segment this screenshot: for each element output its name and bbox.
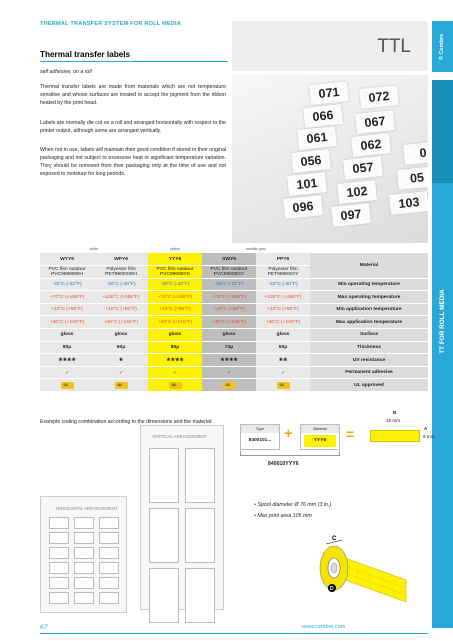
photo-label: 101 (287, 172, 327, 196)
footer-divider (40, 633, 428, 634)
vertical-label-cell (185, 448, 215, 503)
spec-cell: -30°C (-22°F) (202, 278, 256, 291)
intro-paragraph-1: Thermal transfer labels are made from materials which are not temperature sensitive and whose surfaces are treated to accept the pigment from the ribbon heated by the print head. (40, 84, 226, 106)
photo-label: 103 (389, 191, 428, 215)
combination-result: 840010YYY6 (268, 461, 299, 467)
spec-cell: ★★ (256, 354, 310, 367)
spec-cell: +40°C (+140°F) (148, 316, 202, 329)
code-cell: WYY6 (40, 253, 94, 266)
spec-cell: +130°C (+266°F) (256, 291, 310, 304)
horizontal-label-cell (99, 547, 119, 559)
material-head: Material (301, 425, 339, 433)
page-title: Thermal transfer labels (40, 50, 131, 59)
material-cell: PVC film outdoor PVC99008GY (202, 266, 256, 279)
roll-d-label: D (330, 586, 334, 592)
color-group-yellow: yellow (170, 247, 180, 251)
spec-row (40, 316, 428, 329)
spec-row-label: UV resistance (310, 354, 428, 367)
code-cell: PPY6 (256, 253, 310, 266)
spec-row (40, 303, 428, 316)
spec-cell: +10°C (+50°F) (256, 303, 310, 316)
spec-cell: 80μ (40, 341, 94, 354)
sample-label (370, 430, 420, 442)
horizontal-label-cell (99, 562, 119, 574)
photo-label: 05 (397, 166, 428, 190)
horizontal-label-cell (49, 562, 69, 574)
spec-cell: -30°C (-22°F) (40, 278, 94, 291)
horizontal-label-cell (99, 517, 119, 529)
vertical-arrangement-caption: VERTICAL ARRANGEMENT (152, 434, 208, 439)
vertical-label-cell (149, 448, 179, 503)
type-head: Type (241, 425, 279, 433)
spec-cell: ★★★★ (148, 354, 202, 367)
spec-cell: ★★★★ (40, 354, 94, 367)
horizontal-arrangement-caption: HORIZONTAL ARRANGEMENT (56, 506, 118, 511)
spec-cell: ✓ (148, 366, 202, 379)
code-cell: SWY6 (202, 253, 256, 266)
spec-row-label: Min operating temperature (310, 278, 428, 291)
side-nav-label[interactable]: TT FOR ROLL MEDIA (439, 288, 446, 354)
photo-label: 102 (337, 180, 377, 204)
photo-label: 0 (403, 141, 428, 165)
spec-cell: -40°C (-40°F) (94, 278, 148, 291)
type-box (240, 424, 280, 450)
ul-approved-icon (169, 382, 182, 389)
vertical-arrangement-card (140, 425, 224, 610)
title-divider (40, 61, 228, 62)
spec-row-label: Surface (310, 329, 428, 342)
spec-cell: +10°C (+50°F) (148, 303, 202, 316)
example-text: Example coding combination according to the dimensions and the material: (40, 419, 213, 425)
material-cell: Polyester film PET9900SWH (94, 266, 148, 279)
spec-row-label: Min application temperature (310, 303, 428, 316)
dimension-b: B (393, 410, 397, 415)
combination-bracket (240, 451, 340, 456)
spec-cell: gloss (256, 329, 310, 342)
spec-cell: 73μ (202, 341, 256, 354)
intro-subtitle: self adhesive, on a roll (40, 69, 92, 75)
spec-row-label: Thickness (310, 341, 428, 354)
vertical-label-cell (149, 568, 179, 623)
photo-label: 096 (283, 195, 323, 219)
horizontal-label-cell (99, 592, 119, 604)
intro-paragraph-3: When not in use, labels will maintain their good condition if stored in their original packaging and not subject to excessive heat or significant temperature variation. They should be removed from their packaging only at the time of use and not exposed to moisture for long periods. (40, 147, 226, 177)
spec-cell: +10°C (+50°F) (202, 303, 256, 316)
photo-label: 056 (291, 149, 331, 173)
max-print-area: • Max print area 105 mm (254, 511, 331, 522)
spec-row (40, 291, 428, 304)
dimension-b-value: 15 mm (386, 418, 401, 423)
page-number: 67 (40, 624, 48, 631)
spec-row-label: Max operating temperature (310, 291, 428, 304)
material-header: Material (310, 253, 428, 278)
spec-cell: -40°C (-40°F) (256, 278, 310, 291)
website-link[interactable]: www.cembre.com (302, 624, 346, 630)
vertical-label-cell (185, 568, 215, 623)
ul-approved-icon (277, 382, 290, 389)
code-row (40, 253, 428, 266)
horizontal-arrangement-card (40, 496, 127, 613)
spec-table (40, 247, 428, 392)
equals-icon: = (346, 426, 355, 442)
material-cell: Polyester film PET9900SGY (256, 266, 310, 279)
ul-approved-icon (61, 382, 74, 389)
spec-cell: 50μ (94, 341, 148, 354)
spec-cell: +70°C (+158°F) (40, 291, 94, 304)
labels-photo (232, 75, 428, 243)
vertical-label-cell (149, 508, 179, 563)
photo-label: 072 (359, 85, 399, 109)
photo-label: 066 (303, 104, 343, 128)
spec-cell: +40°C (+140°F) (202, 316, 256, 329)
material-box (300, 424, 340, 450)
horizontal-label-cell (99, 532, 119, 544)
photo-label: 062 (351, 133, 391, 157)
spec-cell (40, 379, 94, 392)
spec-cell: +40°C (+140°F) (256, 316, 310, 329)
dimension-a-value: 6 mm (423, 434, 435, 439)
spec-cell: +40°C (+140°F) (94, 316, 148, 329)
spec-cell: +40°C (+140°F) (40, 316, 94, 329)
side-nav-top-block (432, 80, 453, 183)
spec-cell: ★ (94, 354, 148, 367)
spec-cell: +10°C (+50°F) (94, 303, 148, 316)
spec-cell (148, 379, 202, 392)
spec-cell: +70°C (+158°F) (202, 291, 256, 304)
type-value: 8400101... (248, 438, 272, 443)
photo-label: 097 (331, 203, 371, 227)
spec-cell: ✓ (202, 366, 256, 379)
horizontal-label-cell (74, 562, 94, 574)
spec-row-label: UL approved (310, 379, 428, 392)
dimension-a: A (424, 426, 428, 431)
spec-row-label: Permanent adhesive (310, 366, 428, 379)
side-nav-gap (432, 72, 453, 80)
horizontal-label-cell (74, 592, 94, 604)
horizontal-label-cell (49, 592, 69, 604)
brand-logo: © Cembre (439, 33, 446, 61)
horizontal-label-cell (49, 577, 69, 589)
spec-row (40, 329, 428, 342)
vertical-label-cell (185, 508, 215, 563)
horizontal-label-cell (49, 547, 69, 559)
intro-paragraph-2: Labels are normally die cut on a roll and arranged horizontally with respect to the printer output, although some are arranged vertically. (40, 120, 226, 134)
spool-specs (254, 500, 331, 522)
horizontal-label-cell (74, 532, 94, 544)
spool-diameter: • Spool diameter Ø 76 mm (3 in.) (254, 500, 331, 511)
code-cell: YYY6 (148, 253, 202, 266)
color-group-white: white (89, 247, 99, 251)
spec-cell: +70°C (+158°F) (148, 291, 202, 304)
spec-cell (202, 379, 256, 392)
product-code: TTL (377, 36, 411, 57)
plus-icon: + (284, 425, 293, 442)
horizontal-label-cell (74, 517, 94, 529)
spec-cell: gloss (94, 329, 148, 342)
spec-cell (94, 379, 148, 392)
spec-row (40, 278, 428, 291)
ul-approved-icon (115, 382, 128, 389)
spec-cell: 80μ (148, 341, 202, 354)
photo-label: 067 (355, 110, 395, 134)
spec-cell: ✓ (256, 366, 310, 379)
spec-cell: -30°C (-22°F) (148, 278, 202, 291)
color-group-grey: metallic grey (245, 247, 267, 251)
ul-approved-icon (223, 382, 236, 389)
spec-cell: ✓ (94, 366, 148, 379)
material-cell: PVC film outdoor PVC99008WH (40, 266, 94, 279)
spec-cell: gloss (148, 329, 202, 342)
spec-row (40, 341, 428, 354)
material-value: YYY6 (304, 435, 336, 447)
roll-c-label: C (332, 536, 337, 542)
spec-cell: gloss (202, 329, 256, 342)
photo-label: 057 (343, 156, 383, 180)
spec-row-label: Max application temperature (310, 316, 428, 329)
spec-cell: 50μ (256, 341, 310, 354)
spec-row (40, 354, 428, 367)
spec-cell: +10°C (+50°F) (40, 303, 94, 316)
photo-label: 071 (309, 81, 349, 105)
material-cell: PVC film outdoor PVC99008YE (148, 266, 202, 279)
section-title: THERMAL TRANSFER SYSTEM FOR ROLL MEDIA (40, 21, 182, 27)
horizontal-label-cell (74, 547, 94, 559)
spec-cell: ★★★★ (202, 354, 256, 367)
label-roll-illustration (306, 532, 416, 614)
horizontal-label-cell (49, 517, 69, 529)
horizontal-label-cell (49, 532, 69, 544)
code-cell: WPY6 (94, 253, 148, 266)
spec-cell: ✓ (40, 366, 94, 379)
photo-label: 061 (297, 126, 337, 150)
spec-cell: +130°C (+266°F) (94, 291, 148, 304)
horizontal-label-cell (74, 577, 94, 589)
spec-row (40, 379, 428, 392)
spec-cell: gloss (40, 329, 94, 342)
horizontal-label-cell (99, 577, 119, 589)
spec-cell (256, 379, 310, 392)
spec-row (40, 366, 428, 379)
